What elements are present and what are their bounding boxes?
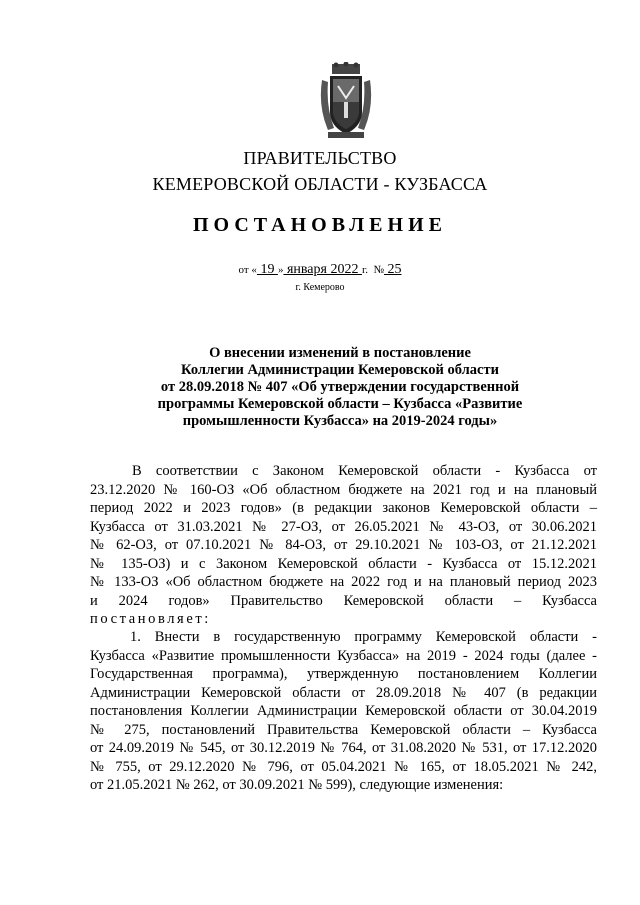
paragraph-line: от 21.05.2021 № 262, от 30.09.2021 № 599), следующие изменения: (90, 777, 504, 793)
title-line: от 28.09.2018 № 407 «Об утверждении государственной (160, 379, 520, 395)
paragraph-line: № 755, от 29.12.2020 № 796, от 05.04.2021 № 165, от 18.05.2021 № 242, (90, 758, 597, 775)
date-prefix: от « (238, 264, 257, 276)
paragraph-item-1 (90, 628, 597, 795)
coat-of-arms-icon (318, 62, 374, 140)
organization-name-line1: ПРАВИТЕЛЬСТВО (243, 148, 397, 168)
paragraph-line: В соответствии с Законом Кемеровской области - Кузбасса от (132, 463, 597, 479)
title-line: О внесении изменений в постановление (209, 345, 471, 361)
paragraph-line: Кузбасса от 31.03.2021 № 27-ОЗ, от 26.05.2021 № 43-ОЗ, от 30.06.2021 (90, 518, 597, 535)
paragraph-line: от 24.09.2019 № 545, от 30.12.2019 № 764, от 31.08.2020 № 531, от 17.12.2020 (90, 740, 597, 756)
paragraph-line: Кузбасса «Развитие промышленности Кузбасса» на 2019 - 2024 годы (далее - (90, 647, 597, 664)
date-month-year: января 2022 (283, 262, 362, 277)
document-title (120, 345, 560, 430)
date-number-line (0, 262, 640, 278)
paragraph-line: № 133-ОЗ «Об областном бюджете на 2022 год и на плановый период 2023 (90, 574, 597, 590)
paragraph-line: 1. Внести в государственную программу Кемеровской области - (130, 629, 597, 645)
paragraph-line: № 135-ОЗ) и с Законом Кемеровской области - Кузбасса от 15.12.2021 (90, 555, 597, 572)
paragraph-preamble (90, 462, 597, 629)
city-name: г. Кемерово (295, 282, 345, 293)
paragraph-line: № 275, постановлений Правительства Кемеровской области – Кузбасса (90, 721, 597, 738)
paragraph-line: и 2024 годов» Правительство Кемеровской области – Кузбасса (90, 592, 597, 609)
document-type: ПОСТАНОВЛЕНИЕ (193, 214, 447, 236)
number-prefix: № (373, 264, 384, 276)
title-line: программы Кемеровской области – Кузбасса «Развитие (157, 396, 523, 412)
date-year-suffix: г. (361, 264, 368, 276)
paragraph-line: постановляет: (90, 611, 211, 627)
date-day: 19 (256, 262, 278, 277)
paragraph-line: постановления Коллегии Администрации Кемеровской области от 30.04.2019 (90, 703, 597, 719)
organization-name-line2: КЕМЕРОВСКОЙ ОБЛАСТИ - КУЗБАССА (152, 174, 488, 194)
title-line: промышленности Кузбасса» на 2019-2024 годы» (182, 413, 498, 429)
document-number: 25 (383, 262, 402, 277)
paragraph-line: Администрации Кемеровской области от 28.09.2018 № 407 (в редакции (90, 684, 597, 701)
title-line: Коллегии Администрации Кемеровской области (181, 362, 499, 378)
paragraph-line: № 62-ОЗ, от 07.10.2021 № 84-ОЗ, от 29.10.2021 № 103-ОЗ, от 21.12.2021 (90, 537, 597, 553)
paragraph-line: 23.12.2020 № 160-ОЗ «Об областном бюджете на 2021 год и на плановый (90, 481, 597, 498)
paragraph-line: Государственная программа), утвержденную постановлением Коллегии (90, 666, 597, 682)
paragraph-line: период 2022 и 2023 годов» (в редакции законов Кемеровской области – (90, 500, 597, 516)
date-quote-close: » (277, 264, 284, 276)
